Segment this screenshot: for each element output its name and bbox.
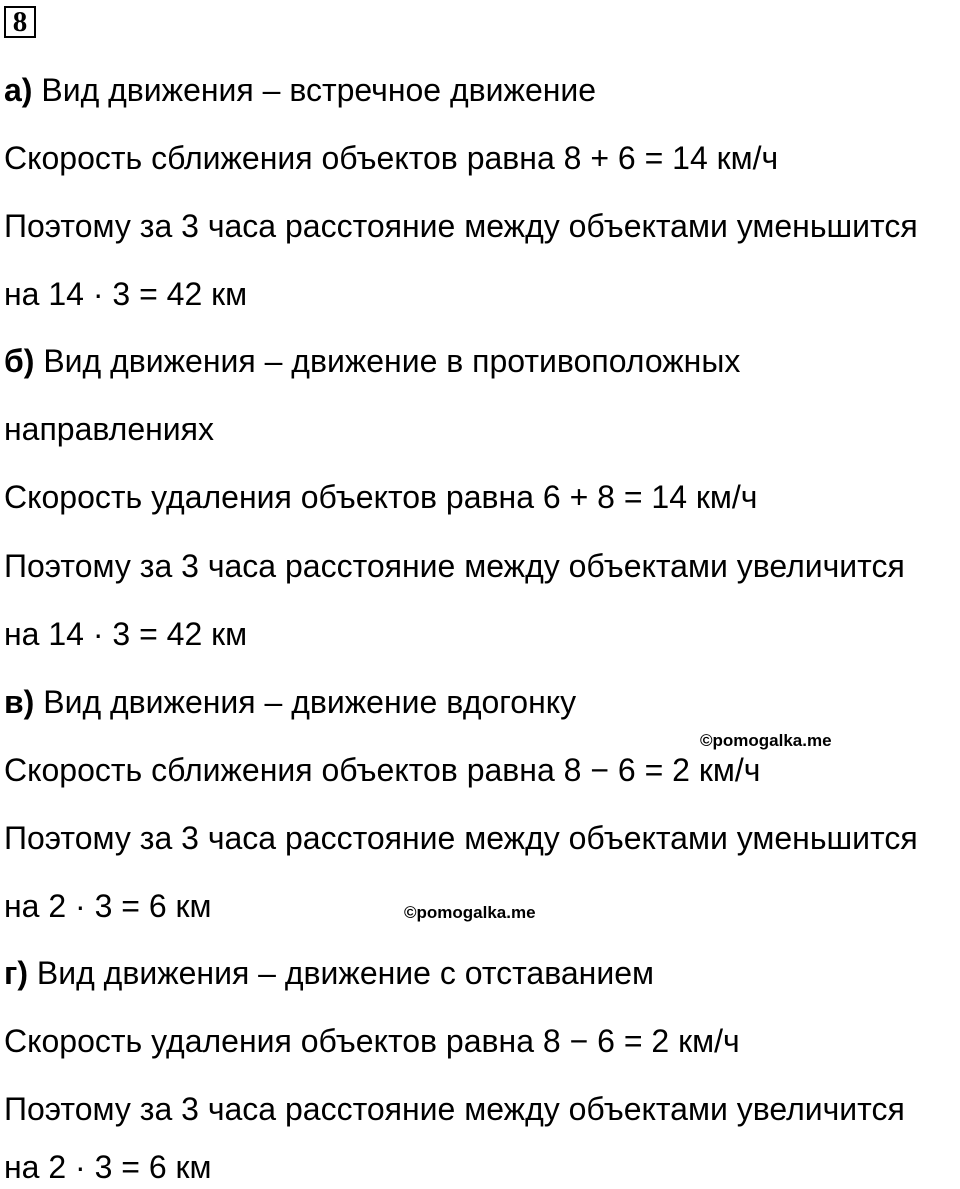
part-c-line-1: Вид движения – движение вдогонку [43,684,577,720]
part-b-line-1: Вид движения – движение в противоположных [43,343,741,379]
part-a-line-1: Вид движения – встречное движение [41,72,597,108]
part-b-line-4: Поэтому за 3 часа расстояние между объектами увеличится [4,548,905,584]
part-d-line-4: на 2 · 3 = 6 км [4,1149,212,1185]
watermark-top: ©pomogalka.me [700,731,832,750]
part-c-heading [4,682,576,722]
part-b-heading [4,341,740,381]
part-d-line-3: Поэтому за 3 часа расстояние между объектами увеличится [4,1091,905,1127]
part-b-line-3: Скорость удаления объектов равна 6 + 8 = 14 км/ч [4,479,758,515]
part-a-line-3: Поэтому за 3 часа расстояние между объектами уменьшится [4,208,918,244]
task-number-box: 8 [4,6,36,38]
part-d-letter: г) [4,955,28,991]
part-c-line-3: Поэтому за 3 часа расстояние между объектами уменьшится [4,820,918,856]
part-c-line-4: на 2 · 3 = 6 км [4,888,212,924]
part-b-line-2: направлениях [4,411,214,447]
part-d-line-1: Вид движения – движение с отставанием [36,955,654,991]
part-b-letter: б) [4,343,35,379]
part-a-heading [4,70,596,110]
part-a-letter: а) [4,72,33,108]
part-c-line-2: Скорость сближения объектов равна 8 − 6 = 2 км/ч [4,752,761,788]
part-d-line-2: Скорость удаления объектов равна 8 − 6 = 2 км/ч [4,1023,740,1059]
part-a-line-2: Скорость сближения объектов равна 8 + 6 = 14 км/ч [4,140,779,176]
part-d-heading [4,953,654,993]
watermark-bottom: ©pomogalka.me [404,903,536,922]
part-a-line-4: на 14 · 3 = 42 км [4,276,248,312]
part-b-line-5: на 14 · 3 = 42 км [4,616,248,652]
part-c-letter: в) [4,684,35,720]
